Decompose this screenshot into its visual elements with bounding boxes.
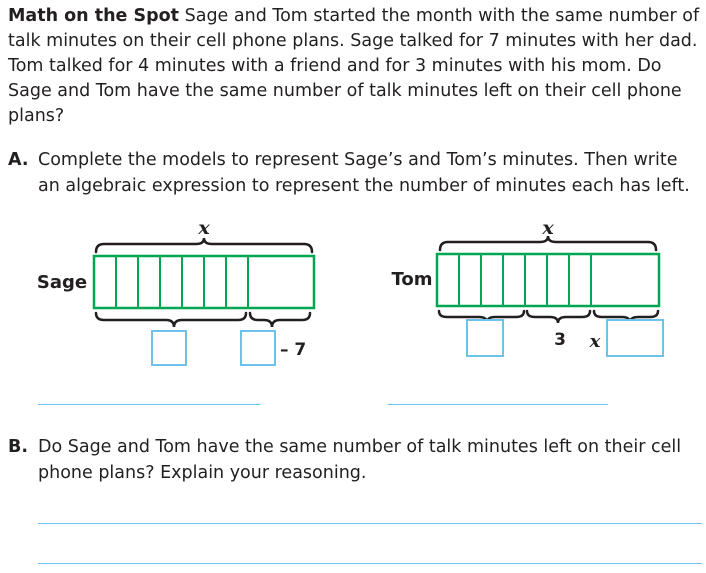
tom-x-label: x [589, 331, 601, 352]
sage-model [37, 217, 314, 365]
sage-expression-line[interactable] [38, 404, 260, 405]
sage-bottom-brace-left [96, 313, 246, 327]
sage-answer-box-2[interactable] [241, 331, 275, 365]
part-b-question: Do Sage and Tom have the same number of talk minutes left on their cell phone plans? Explain your reasoning. [38, 437, 682, 483]
part-a-letter: A. [8, 150, 29, 170]
sage-bottom-brace-right [250, 313, 310, 327]
tom-model [391, 217, 663, 356]
problem-text: Sage and Tom started the month with the same number of talk minutes on their cell phone plans. Sage talked for 7 minutes with her dad. Tom talked for 4 minutes with a friend and for 3 minutes with his mom. Do Sage and Tom have the same number of talk minutes left on their cell phone plans? [8, 6, 700, 126]
tom-top-brace [440, 236, 656, 250]
part-b-answer-line-2[interactable] [38, 563, 702, 564]
part-b [8, 434, 702, 494]
sage-label: Sage [36, 272, 88, 293]
part-a-instructions: Complete the models to represent Sage’s and Tom’s minutes. Then write an algebraic expression to represent the number of minutes each has left. [38, 150, 690, 196]
tom-label: Tom [391, 269, 433, 290]
tom-bottom-brace-middle [527, 311, 590, 323]
tom-expression-line[interactable] [388, 404, 608, 405]
math-on-the-spot-label: Math on the Spot [8, 6, 180, 26]
tom-top-x-label: x [542, 217, 554, 239]
tom-three-label: 3 [554, 330, 566, 350]
tom-answer-box-1[interactable] [467, 320, 503, 356]
sage-answer-box-1[interactable] [152, 331, 186, 365]
sage-top-x-label: x [198, 217, 210, 239]
tom-answer-box-2[interactable] [607, 320, 663, 356]
part-b-letter: B. [8, 437, 28, 457]
part-b-answer-line-1[interactable] [38, 523, 702, 524]
sage-minus-seven: – 7 [280, 340, 307, 360]
sage-top-brace [96, 238, 312, 252]
